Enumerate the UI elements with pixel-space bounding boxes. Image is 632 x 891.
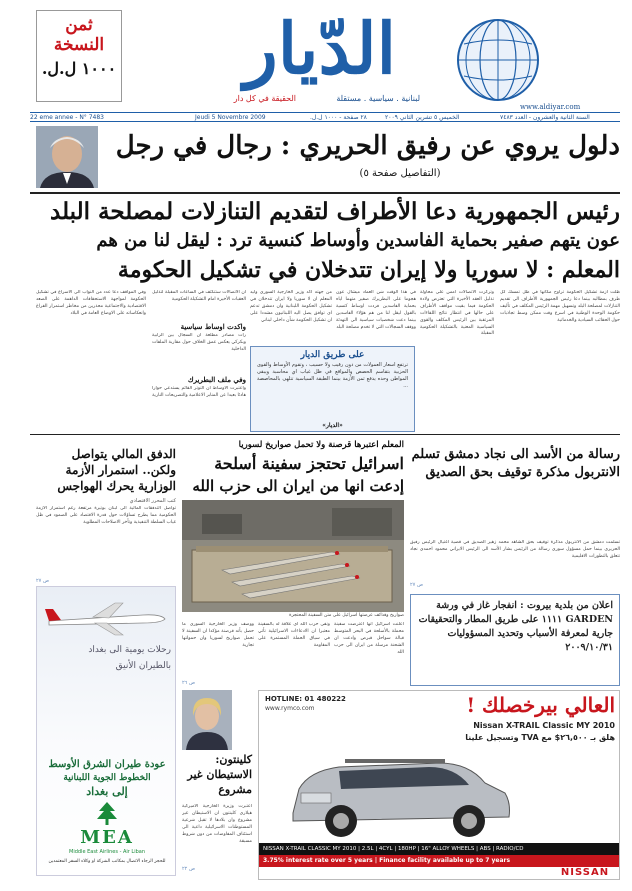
editorial-signature: «الديار» [322,422,343,429]
dateline-bar [30,112,620,122]
lead-story-col-1: ظلت ازمة تشكيل الحكومة تراوح مكانها في ظل تمسك كل طرف بمطالبه بينما دعا رئيس الجمهورية الأطراف الى تقديم التنازلات لمصلحة البلد وتسهيل مهمة الرئيس المكلف في تأليف حكومة الوحدة الوطنية في اسرع وقت ممكن وسط تجاذبات حول الحقائب السيادية والخدماتية [500,290,620,323]
ship-col-1: اعلنت اسرائيل انها اعترضت سفينة محملة بالأسلحة في البحر المتوسط قبالة سواحل قبرص وادعت ان الشحنة مرسلة من ايران الى حزب الله [334,622,404,655]
website: www.aldiyar.com [520,103,581,111]
mea-brand-sub: Middle East Airlines - Air Liban [69,849,145,855]
lead-story-col-4: من جهته اكد وزير الخارجية السوري وليد المعلم ان لا سوريا ولا ايران تتدخلان في تشكيل الحكومة اللبنانية وان دمشق تدعم اي توافق يصل اليه اللبنانيون مشددا على ان تشكيل الحكومة شأن داخلي لبناني [250,290,332,323]
divider-banner [30,192,620,194]
mea-contact: للحجز الرجاء الاتصال بمكاتب الشركة او وكلاء السفر المعتمدين [48,859,166,864]
globe-icon [452,14,544,106]
syria-headline: رسالة من الأسد الى نجاد دمشق تسلم الانتربول مذكرة توقيف بحق الصديق [411,447,620,480]
airplane-icon [43,601,171,637]
lead-headline-3: المعلم : لا سوريا ولا إيران تتدخلان في تشكيل الحكومة [117,257,620,283]
mea-headline-2: الخطوط الجوية اللبنانية [63,773,151,783]
middle-text-1: ان الاتصالات ستتكثف في الساعات المقبلة لتذليل العقبات الأخيرة امام التشكيلة الحكومية [152,290,246,302]
price-value: ١٠٠٠ ل.ل. [41,59,117,78]
mea-line-1: رحلات يومية الى بغداد [88,645,171,655]
mea-line-2: بالطيران الأنيق [115,661,171,671]
mea-ad [36,586,176,876]
economy-page-ref: ص ٢٧ [36,578,50,584]
mea-brand: MEA [80,827,134,848]
syria-page-ref: ص ٢٧ [410,582,424,588]
pages-ar: ٢٨ صفحة - ١٠٠٠ ل.ل. [310,114,367,121]
economy-author: كتب المحرر الاقتصادي [129,498,176,504]
price-label-2: النسخة [53,35,105,55]
mea-headline-3: إلى بغداد [86,785,128,798]
hariri-portrait [36,126,98,188]
date-fr: Jeudi 5 Novembre 2009 [195,114,266,121]
clinton-photo [182,690,232,750]
date-ar: الخميس ٥ تشرين الثاني ٢٠٠٩ [385,114,460,121]
nissan-specs: NISSAN X-TRAIL CLASSIC MY 2010 | 2.5L | 4CYL | 180HP | 16" ALLOY WHEELS | ABS | RADIO/CD [263,846,524,852]
middle-column [152,290,246,432]
mea-headline-1: عودة طيران الشرق الأوسط [48,759,166,770]
nissan-ad [258,690,620,880]
lead-headline-1: رئيس الجمهورية دعا الأطراف لتقديم التنازلات لمصلحة البلد [50,198,620,225]
ship-headline-2: إدعت انها من ايران الى حزب الله [192,477,404,495]
middle-subhead-2: وفي ملف البطريرك [187,375,246,384]
middle-subhead-1: واكدت اوساط سياسية [180,322,246,331]
nissan-hotline: HOTLINE: 01 480222 [265,695,346,703]
clinton-page-ref: ص ٢٢ [182,866,196,872]
announcement-box [410,594,620,686]
nissan-price: هلق بـ ٢٦,٥٠٠$ مع TVA وتسجيل علينا [465,733,615,742]
topics: لبنانية . سياسية . مستقلة [336,94,420,103]
economy-headline: الدفق المالي يتواصل ولكن.. استمرار الأزمة الوزارية يحرك الهواجس [57,447,176,493]
ship-col-3: ووصف وزير الخارجية السوري ما حصل بأنه قرصنة مؤكدا ان السفينة لا تحمل صواريخ لسوريا وان حمولتها تجارية [182,622,254,648]
issue-fr: 22 eme annee - N° 7483 [30,114,104,121]
lead-story-col-5: وفي المواقف دعا عدد من النواب الى الاسراع في تشكيل الحكومة لمواجهة الاستحقاقات الداهمة على الصعد الاقتصادية والاجتماعية محذرين من مخاطر استمرار الفراغ وانعكاساته على الاوضاع العامة في البلاد [36,290,146,316]
banner-sub: (التفاصيل صفحة ٥) [359,168,441,179]
clinton-headline: كلينتون: الاستيطان غير مشروع [187,753,252,796]
banner-headline: دلول يروي عن رفيق الحريري : رجال في رجل [115,131,620,161]
lead-story-col-3: في هذا الوقت شن العماد ميشال عون هجوما على البطريرك صفير متهما اياه بحماية الفاسدين فردت اوساط كنسية بالقول ليقل لنا من هم هؤلاء الفاسدين بينما دعت شخصيات سياسية الى التهدئة ووقف السجالات التي لا تخدم مصلحة البلد [336,290,416,330]
middle-text-2: رأت مصادر مطلعة ان السجال بين الرابية وبكركي يعكس عمق الخلاف حول مقاربة الملفات الداخلية [152,333,246,352]
price-box [36,10,122,102]
ship-headline-1: اسرائيل تحتجز سفينة أسلحة [214,454,404,473]
announcement-text: اعلان من بلدية بيروت : انفجار غاز في ورشة GARDEN ١١١١ على طريق المطار والتحقيقات جارية لمعرفة الأسباب وتحديد المسؤوليات ٢٠٠٩/١٠/٣١ [418,600,613,653]
ship-caption: صواريخ وقذائف عرضتها اسرائيل على متن السفينة المحتجزة [289,613,404,618]
ship-page-ref: ص ٢٦ [182,680,196,686]
nissan-site: www.rymco.com [265,705,315,712]
nissan-specs-bar [259,843,619,855]
price-label-1: ثمن [65,15,93,35]
middle-text-3: واعتبرت الأوساط ان التوتر القائم يستدعي حوارا هادئا بعيدا عن المنابر الاعلامية والتصريحات النارية [152,386,246,398]
lead-story-col-2: وتركزت الاتصالات امس على محاولة تذليل العقد الأخيرة التي تعترض ولادة الحكومة فيما بقيت مواقف الأطراف على حالها في انتظار نتائج اللقاءات المرتقبة بين الرئيس المكلف والقوى السياسية المعنية بالتشكيلة الحكومية المقبلة [420,290,494,337]
syria-text: تسلمت دمشق من الانتربول مذكرة توقيف بحق الشاهد محمد زهير الصديق في قضية اغتيال الرئيس رفيق الحريري بينما حمل مسؤول سوري رسالة من الرئيس بشار الأسد الى الرئيس الايراني محمود احمدي نجاد تتعلق بالتطورات الاقليمية [410,540,620,559]
logo: الدّيار [243,7,397,90]
editorial-box [250,346,415,432]
nissan-brand: NISSAN [560,867,610,878]
editorial-text: ترتفع اسعار العمولات من دون رقيب ولا حسيب ، وتقوم الأوساط والقوى الحزبية بتقاسم الحصص والمواقع في ظل غياب اي محاسبة ويبقى المواطن وحده يدفع ثمن الأزمة بينما الطبقة السياسية تتلهى بالمحاصصة ... [257,362,408,389]
economy-text: تواصل التدفقات المالية الى لبنان بوتيرة مرتفعة رغم استمرار الأزمة الحكومية مما يطرح تساؤلات حول قدرة الاقتصاد على الصمود في ظل غياب السلطة التنفيذية وتأخر الاصلاحات المطلوبة [36,506,176,525]
issue-ar: السنة الثانية والعشرون - العدد ٧٤٨٣ [500,114,590,121]
clinton-text: اعتبرت وزيرة الخارجية الاميركية هيلاري كلينتون ان الاستيطان غير مشروع وان بلادها لا تقبل شرعية المستوطنات الاسرائيلية داعية الى استئناف المفاوضات من دون شروط مسبقة [182,804,252,844]
ship-kicker: المعلم اعتبرها قرصنة ولا تحمل صواريخ لسوريا [238,440,404,450]
nissan-rate: 3.75% interest rate over 5 years | Finance facility available up to 7 years [263,857,511,864]
ship-weapons-photo [182,500,404,612]
ship-col-2: ونفى حزب الله اي علاقة له بالسفينة معتبرا ان الادعاءات الاسرائيلية تأتي في سياق الحملة المستمرة على المقاومة [258,622,330,648]
tagline: الحقيقة في كل دار [233,94,296,103]
nissan-rate-bar [259,855,619,867]
nissan-car-image [279,743,519,843]
cedar-icon [95,801,119,827]
divider-lead [30,434,620,435]
nissan-model: Nissan X-TRAIL Classic MY 2010 [473,721,615,730]
lead-headline-2: عون يتهم صفير بحماية الفاسدين وأوساط كنسية ترد : ليقل لنا من هم [96,230,620,251]
editorial-title: على طريق الديار [300,350,365,360]
nissan-headline: العالي بيرخصلك ! [466,693,615,717]
